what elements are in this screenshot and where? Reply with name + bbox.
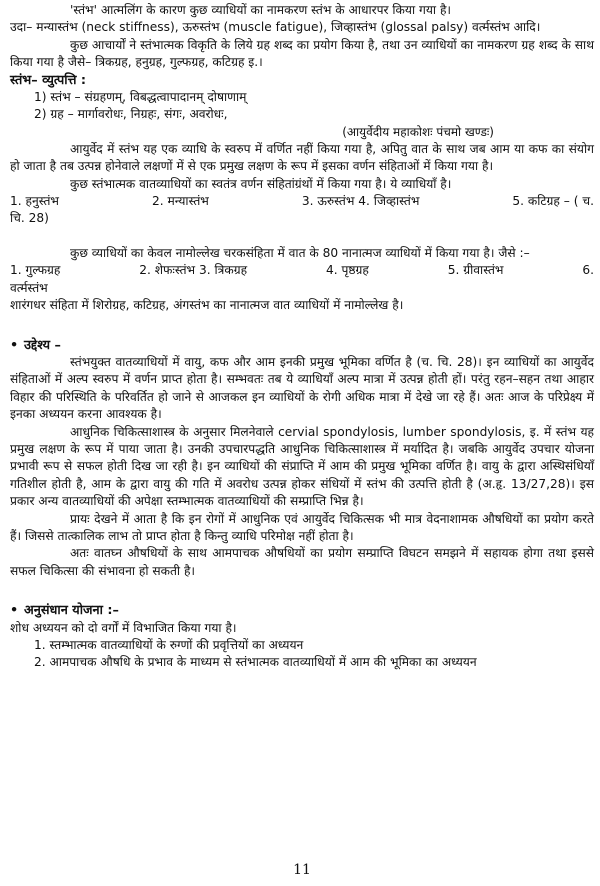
graha-paragraph: कुछ आचार्यों ने स्तंभात्मक विकृति के लिये ग्रह शब्द का प्रयोग किया है, तथा उन व्याधियों का नामकरण ग्रह शब्द के साथ किया गया है जैसे– त्रिकग्रह, हनुग्रह, गुल्फग्रह, कटिग्रह इ.।: [10, 37, 594, 70]
research-plan-item-1: 1. स्तम्भात्मक वातव्याधियों के रुग्णों की प्रवृत्तियों का अध्ययन: [34, 638, 304, 652]
disease-list-2: [10, 262, 594, 279]
research-plan-item-2: 2. आमपाचक औषधि के प्रभाव के माध्यम से स्तंभात्मक वातव्याधियों में आम की भूमिका का अध्ययन: [34, 655, 477, 670]
objective-heading: [10, 337, 594, 354]
objective-paragraph-3: प्रायः देखने में आता है कि इन रोगों में आधुनिक एवं आयुर्वेद चिकित्सक भी मात्र वेदनाशामक औषधियों का प्रयोग करते हैं। जिससे तात्कालिक लाभ तो प्राप्त होता है किन्तु व्याधि परिमोक्ष नहीं होता है।: [10, 511, 594, 543]
disease-list-2-tail: वर्त्मस्तंभ: [10, 280, 48, 295]
intro-paragraph-1: 'स्तंभ' आत्मलिंग के कारण कुछ व्याधियों का नामकरण स्तंभ के आधारपर किया गया है।: [70, 3, 452, 17]
list-item: 6.: [582, 263, 594, 278]
list-item: 2. मन्यास्तंभ: [151, 194, 209, 209]
ayurveda-paragraph: आयुर्वेद में स्तंभ यह एक व्याधि के स्वरुप में वर्णित नहीं किया गया है, अपितु वात के साथ जब आम या कफ का संयोग हो जाता है तब उत्पन्न होनेवाले लक्षणों में से एक प्रमुख लक्षण के रूप में इसका वर्णन संहिताओं में किया गया है।: [10, 141, 594, 174]
page-number: 11: [293, 862, 311, 878]
etymology-item-2: 2) ग्रह – मार्गावरोधः, निग्रहः, संगः, अवरोधः,: [34, 107, 228, 122]
charaka-mention-paragraph: कुछ व्याधियों का केवल नामोल्लेख चरकसंहिता में वात के 80 नानात्मज व्याधियों में किया गया है। जैसे :–: [70, 245, 530, 260]
research-plan-heading-text: अनुसंधान योजना :–: [24, 603, 119, 619]
objective-heading-text: उद्देश्य –: [24, 337, 61, 353]
etymology-citation: (आयुर्वेदीय महाकोशः पंचमो खण्डः): [342, 124, 494, 139]
independent-description-paragraph: कुछ स्तंभात्मक वातव्याधियों का स्वतंत्र वर्णन संहितांग्रंथों में किया गया है। ये व्याधियाँ है।: [70, 176, 452, 191]
disease-list-1-tail: चि. 28): [10, 211, 49, 226]
examples-paragraph: उदा– मन्यास्तंभ (neck stiffness), ऊरुस्तंभ (muscle fatigue), जिव्हास्तंभ (glossal palsy) वर्त्मस्तंभ आदि।: [10, 20, 541, 35]
bullet-icon: •: [10, 603, 19, 619]
document-page: [10, 0, 594, 886]
disease-list-1: [10, 193, 594, 210]
list-item: 1. हनुस्तंभ: [10, 194, 59, 209]
etymology-heading: स्तंभ– व्युत्पत्ति :: [10, 72, 86, 88]
objective-paragraph-2: आधुनिक चिकित्साशास्त्र के अनुसार मिलनेवाले cervial spondylosis, lumber spondylosis, इ. में स्तंभ यह प्रमुख लक्षण के रूप में पाया जाता है। उनकी उपचारपद्धति आधुनिक चिकित्साशास्त्र में मर्यादित है। जबकि आयुर्वेद उपचार योजना प्रभावी रूप से सफल होती दिख जा रही है। इन व्याधियों की संप्राप्ति में आम की प्रमुख भूमिका वर्णित है। वायु के द्वारा अस्थिसंधियाँ गतिशील होती है, आम के द्वारा वायु की गति में अवरोध उत्पन्न होकर संधियों में स्तंभ की उत्पत्ति होती है (अ.हृ. 13/27,28)। इस प्रकार अन्य वातव्याधियों की अपेक्षा स्तम्भात्मक वातव्याधियों की सम्प्राप्ति भिन्न है।: [10, 424, 594, 509]
etymology-item-1: 1) स्तंभ – संग्रहणम्, विबद्धत्वापादानम् दोषाणाम्: [34, 90, 247, 105]
objective-paragraph-1: स्तंभयुक्त वातव्याधियों में वायु, कफ और आम इनकी प्रमुख भूमिका वर्णित है (च. चि. 28)। इन व्याधियों का आयुर्वेद संहिताओं में अल्प स्वरुप में वर्णन प्राप्त होता है। सम्भवतः तब ये व्याधियाँ अल्प मात्रा में उत्पन्न होती हों। परंतु रहन–सहन तथा आहार विहार की परिस्थिति के परिवर्तित हो जाने से आजकल इन व्याधियों के रोगी अधिक मात्रा में देखे जा रहे हैं। अतः आज के परिप्रेक्ष्य में इनका अध्ययन करना आवश्यक है।: [10, 354, 594, 422]
list-item: 1. गुल्फग्रह: [10, 263, 61, 278]
objective-paragraph-4: अतः वातघ्न औषधियों के साथ आमपाचक औषधियों का प्रयोग सम्प्राप्ति विघटन समझने में सहायक होगा तथा इससे सफल चिकित्सा की संभावना हो सकती है।: [10, 546, 594, 578]
list-item: 5. ग्रीवास्तंभ: [447, 263, 504, 278]
list-item: 3. ऊरुस्तंभ 4. जिव्हास्तंभ: [301, 194, 420, 209]
sharangdhar-paragraph: शारंगधर संहिता में शिरोग्रह, कटिग्रह, अंगस्तंभ का नानात्मज वात व्याधियों में नामोल्लेख है।: [10, 298, 404, 313]
list-item: 4. पृष्ठग्रह: [325, 263, 369, 278]
list-item: 5. कटिग्रह – ( च.: [512, 194, 594, 209]
list-item: 2. शेफःस्तंभ 3. त्रिकग्रह: [139, 263, 248, 278]
bullet-icon: •: [10, 337, 19, 353]
research-plan-intro: शोध अध्ययन को दो वर्गों में विभाजित किया गया है।: [10, 620, 237, 635]
research-plan-heading: [10, 602, 594, 619]
